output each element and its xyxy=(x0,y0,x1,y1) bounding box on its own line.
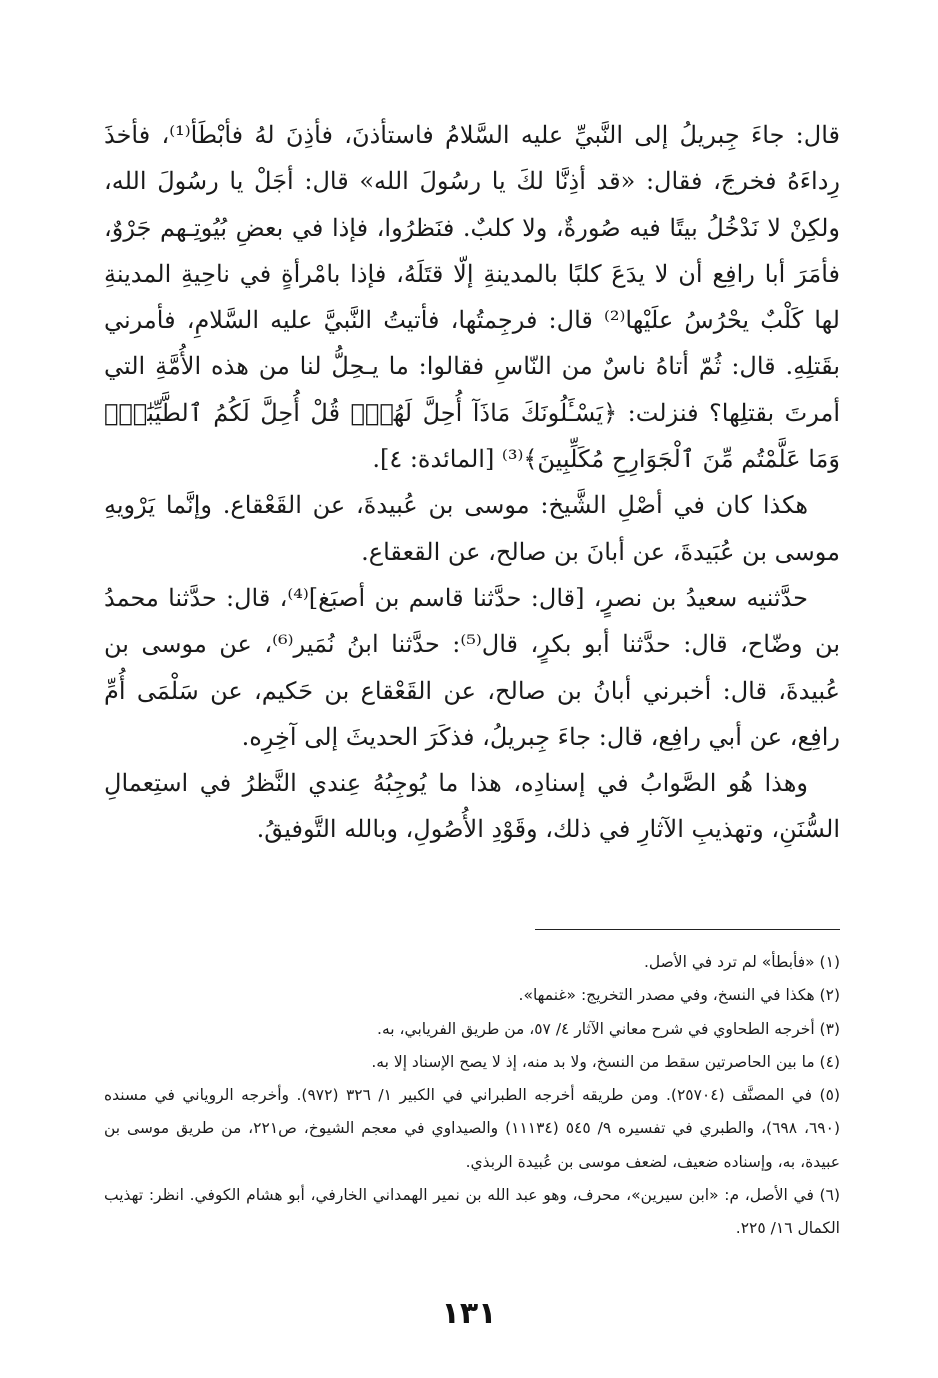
paragraph-commentary: هكذا كان في أصْلِ الشَّيخ: موسى بن عُبيدةَ، عن القَعْقاع. وإنَّما يَرْويهِ موسى بن عُبَيدةَ، عن أبانَ بن صالح، عن القعقاع. xyxy=(104,491,840,566)
paragraph-conclusion: وهذا هُو الصَّوابُ في إسنادِه، هذا ما يُوجِبُهُ عِندي النَّظرُ في استِعمالِ السُّنَنِ، وتهذيبِ الآثارِ في ذلك، وقَوْدِ الأُصُولِ، وبالله التَّوفيقُ. xyxy=(104,769,840,844)
footnotes xyxy=(104,946,840,1246)
footnote-2: (٢) هكذا في النسخ، وفي مصدر التخريج: «غنمها». xyxy=(518,986,840,1005)
paragraph-isnad: حدَّثنيه سعيدُ بن نصرٍ، [قال: حدَّثنا قاسم بن أصبَغ]⁽⁴⁾، قال: حدَّثنا محمدُ بن وضّاح، قال: حدَّثنا أبو بكرٍ، قال⁽⁵⁾: حدَّثنا ابنُ نُمَير⁽⁶⁾، عن موسى بن عُبيدةَ، قال: أخبرني أبانُ بن صالح، عن القَعْقاع بن حَكيم، عن سَلْمَى أُمِّ رافِع، عن أبي رافِع، قال: جاءَ جِبريلُ، فذكَرَ الحديثَ إلى آخِرِه. xyxy=(104,583,840,751)
footnote-separator xyxy=(535,929,840,930)
footnote-4: (٤) ما بين الحاصرتين سقط من النسخ، ولا بد منه، إذ لا يصح الإسناد إلا به. xyxy=(371,1052,840,1071)
main-text xyxy=(104,112,840,853)
footnote-5: (٥) في المصنَّف (٢٥٧٠٤). ومن طريقه أخرجه الطبراني في الكبير ١/ ٣٢٦ (٩٧٢). وأخرجه الروياني في مسنده (٦٩٠، ٦٩٨)، والطبري في تفسيره ٩/ ٥٤٥ (١١١٣٤) والصيداوي في معجم الشيوخ، ص٢٢١، من طريق موسى بن عبيدة، به، وإسناده ضعيف، لضعف موسى بن عُبيدة الربذي. xyxy=(104,1086,840,1171)
footnote-6: (٦) في الأصل، م: «ابن سيرين»، محرف، وهو عبد الله بن نمير الهمداني الخارفي، أبو هشام الكوفي. انظر: تهذيب الكمال ١٦/ ٢٢٥. xyxy=(104,1186,840,1238)
paragraph-hadith: قال: جاءَ جِبريلُ إلى النَّبيِّ عليه السَّلامُ فاستأذنَ، فأذِنَ لهُ فأبْطَأ⁽¹⁾، فأخذَ رِداءَهُ فخرجَ، فقال: «قد أذِنَّا لكَ يا رسُولَ الله» قال: أجَلْ يا رسُولَ الله، ولكِنْ لا نَدْخُلُ بيتًا فيه صُورةٌ، ولا كلبٌ. فنَظرُوا، فإذا في بعضِ بُيُوتِـهم جَرْوٌ، فأمَرَ أبا رافِع أن لا يدَعَ كلبًا بالمدينةِ إلّا قتَلَهُ، فإذا بامْرأةٍ في ناحِيةِ المدينةِ لها كَلْبٌ يحْرُسُ علَيْها⁽²⁾ قال: فرجِمتُها، فأتيتُ النَّبيَّ عليه السَّلامِ، فأمرني بقَتلِهِ. قال: ثُمّ أتاهُ ناسٌ من النّاسِ فقالوا: ما يـحِلُّ لنا من هذه الأُمَّةِ التي أمرتَ بقتلِها؟ فنزلت: ﴿يَسْـَٔلُونَكَ مَاذَآ أُحِلَّ لَهُمْۖ قُلْ أُحِلَّ لَكُمُ ٱلطَّيِّبَٰتُۙ وَمَا عَلَّمْتُم مِّنَ ٱلْجَوَارِحِ مُكَلِّبِينَ﴾⁽³⁾ [المائدة: ٤]. xyxy=(104,121,840,474)
page-number: ١٣١ xyxy=(441,1296,497,1331)
footnote-1: (١) «فأبطأ» لم ترد في الأصل. xyxy=(643,953,840,971)
footnote-3: (٣) أخرجه الطحاوي في شرح معاني الآثار ٤/ ٥٧، من طريق الفريابي، به. xyxy=(377,1019,840,1038)
